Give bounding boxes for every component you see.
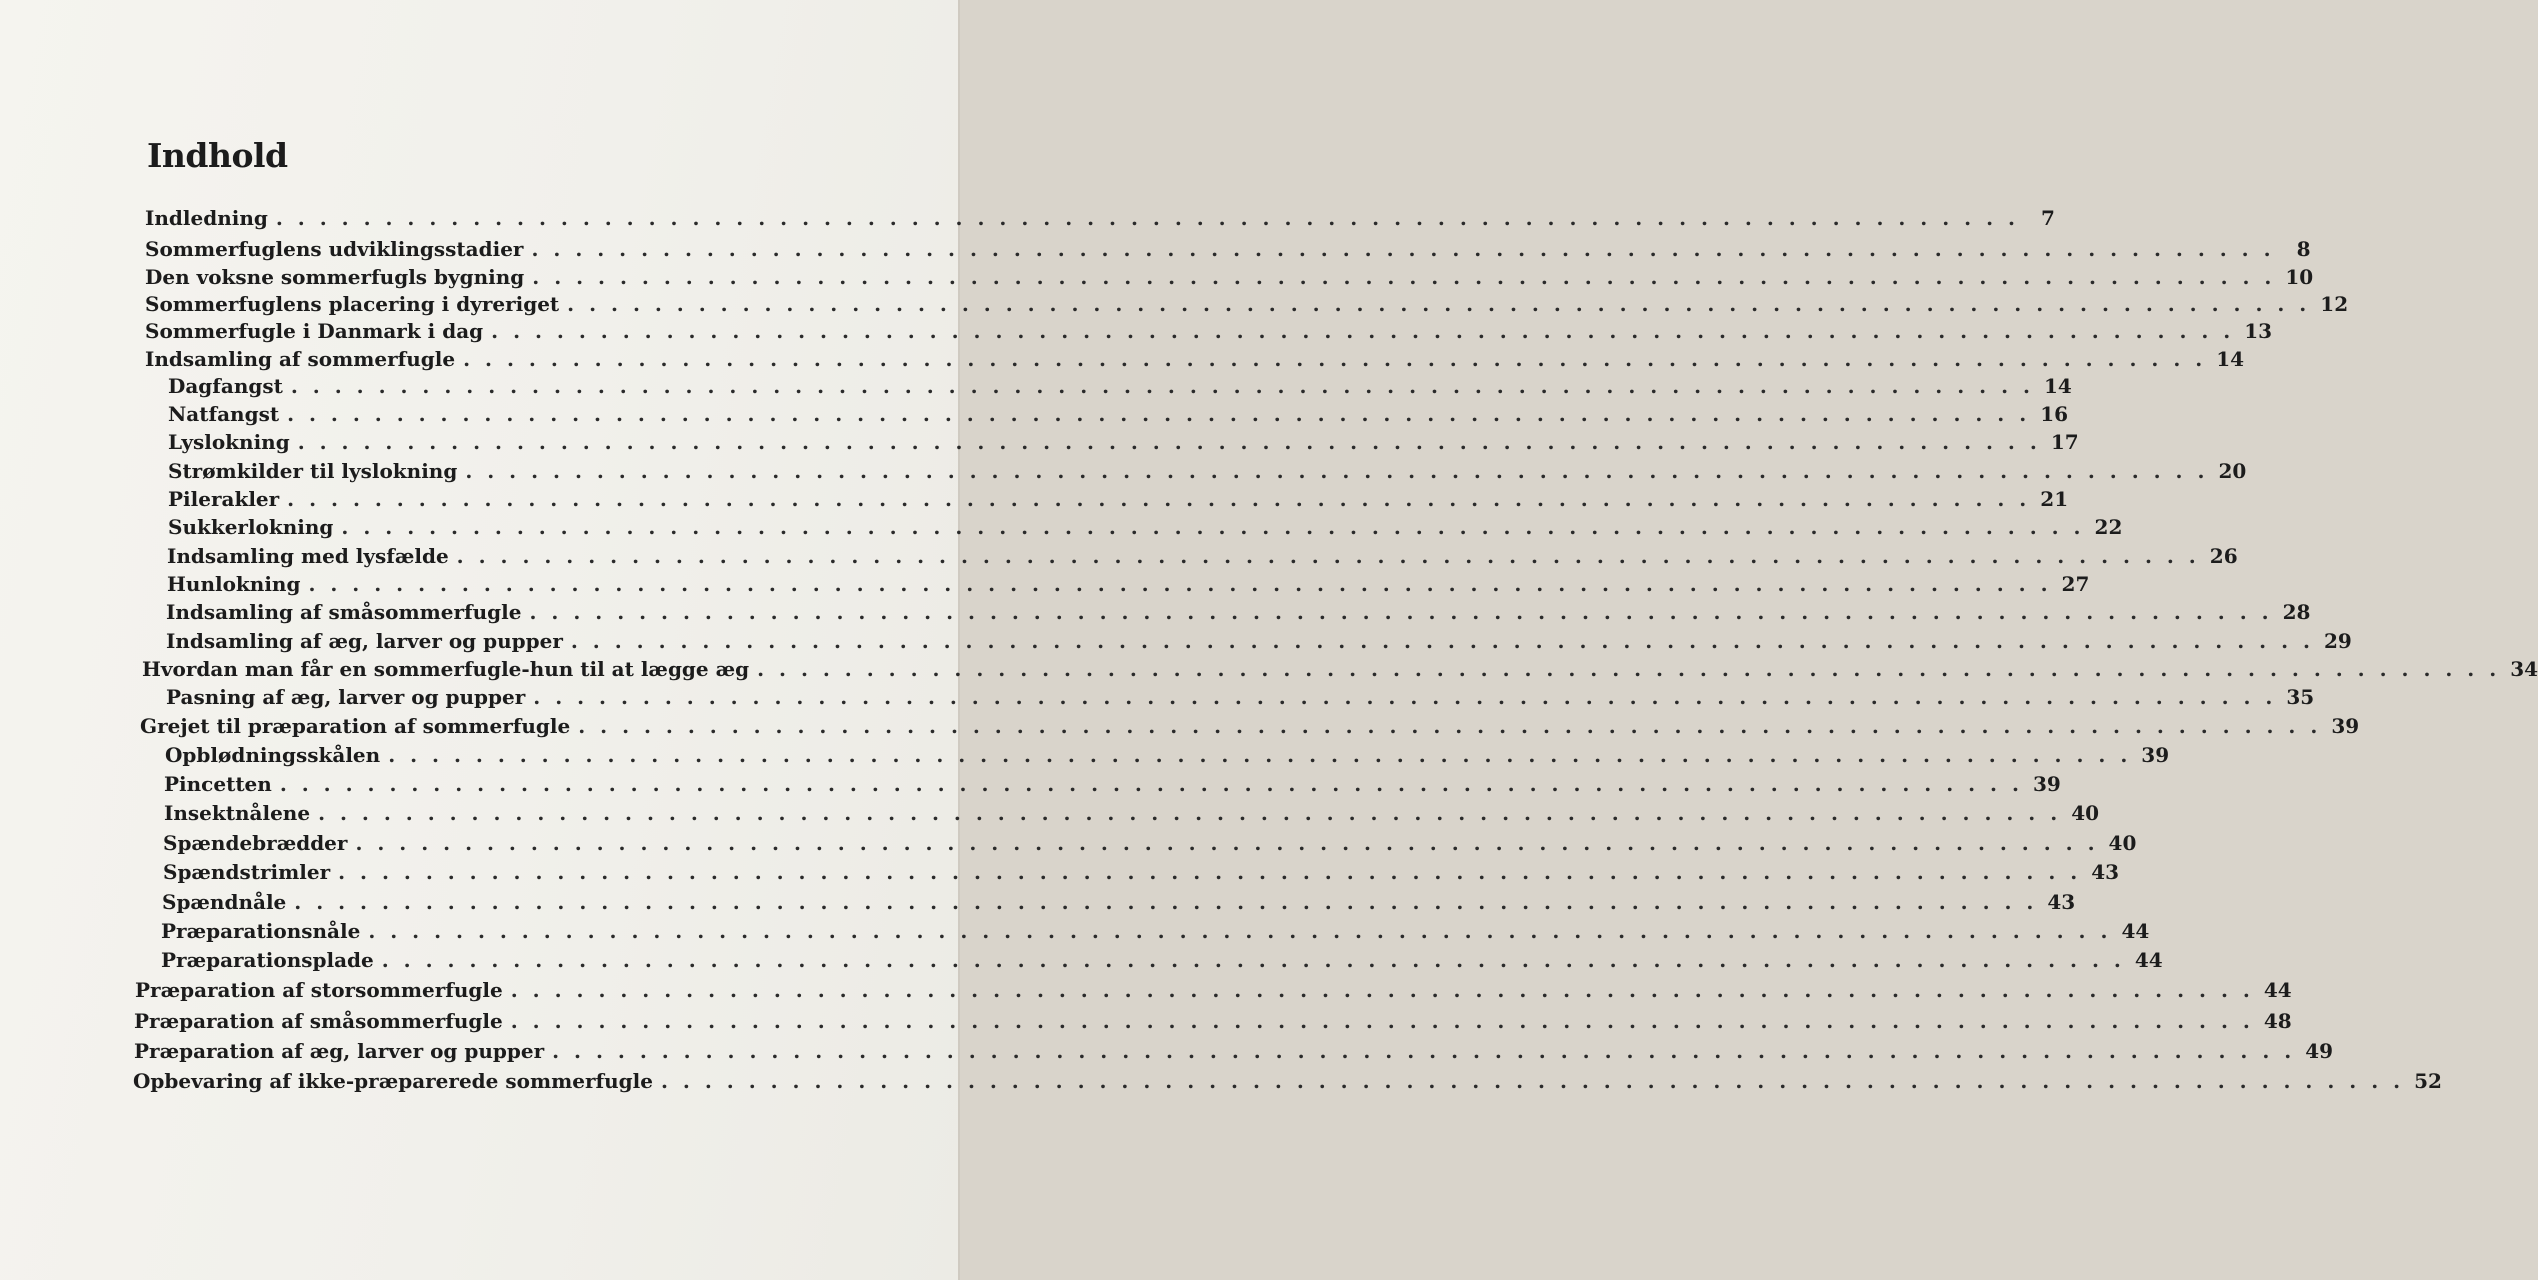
toc-entry	[145, 318, 2273, 344]
toc-entry-label: Indsamling af sommerfugle	[145, 347, 456, 371]
toc-entry	[145, 291, 2349, 317]
toc-entry-page-number: 34	[2510, 657, 2538, 681]
toc-entry-page-number: 20	[2218, 459, 2247, 483]
dot-leader: . . . . . . . . . . . . . . . . . . . . . . . . . . . . . . . . . . . . . . . . . . . . . . . . . . . . . . . . . . . . . . . . . . . . . . . . . . . . . . . .	[660, 1069, 2405, 1093]
toc-entry-label: Sommerfuglens udviklingsstadier	[145, 237, 524, 261]
dot-leader: . . . . . . . . . . . . . . . . . . . . . . . . . . . . . . . . . . . . . . . . . . . . . . . . . . . . . . . . . . . . . . . . . . . . . . . . . . . . . . . .	[463, 347, 2207, 371]
toc-entry	[164, 771, 2061, 797]
toc-entry	[166, 628, 2352, 654]
toc-entry	[145, 264, 2314, 290]
toc-entry	[168, 486, 2069, 512]
dot-leader: . . . . . . . . . . . . . . . . . . . . . . . . . . . . . . . . . . . . . . . . . . . . . . . . . . . . . . . . . . . . . . . . . . . . . . . . . . . . . . . .	[531, 237, 2275, 261]
toc-entry-page-number: 43	[2047, 890, 2076, 914]
toc-entry-page-number: 10	[2285, 265, 2314, 289]
dot-leader: . . . . . . . . . . . . . . . . . . . . . . . . . . . . . . . . . . . . . . . . . . . . . . . . . . . . . . . . . . . . . . . . . . . . . . . . . . . . . . . .	[290, 374, 2034, 398]
toc-entry	[163, 859, 2120, 885]
dot-leader: . . . . . . . . . . . . . . . . . . . . . . . . . . . . . . . . . . . . . . . . . . . . . . . . . . . . . . . . . . . . . . . . . . . . . . . . . . . . . . . .	[279, 772, 2023, 796]
toc-entry-page-number: 43	[2091, 860, 2120, 884]
toc-entry-label: Lyslokning	[168, 430, 290, 454]
toc-entry	[135, 977, 2292, 1003]
toc-entry-page-number: 14	[2043, 374, 2072, 398]
toc-entry-page-number: 28	[2282, 600, 2311, 624]
toc-entry-label: Hvordan man får en sommerfugle-hun til at lægge æg	[142, 657, 750, 681]
toc-entry	[166, 599, 2311, 625]
toc-entry	[168, 429, 2079, 455]
toc-entry-label: Indledning	[145, 206, 268, 230]
page-title: Indhold	[147, 136, 288, 175]
toc-entry-label: Præparationsplade	[161, 948, 374, 972]
toc-entry	[166, 684, 2315, 710]
toc-entry-label: Strømkilder til lyslokning	[168, 459, 458, 483]
toc-entry-label: Natfangst	[168, 402, 280, 426]
toc-entry-label: Spændnåle	[162, 890, 287, 914]
toc-entry	[161, 947, 2163, 973]
dot-leader: . . . . . . . . . . . . . . . . . . . . . . . . . . . . . . . . . . . . . . . . . . . . . . . . . . . . . . . . . . . . . . . . . . . . . . . . . . . . . . . .	[318, 801, 2062, 825]
toc-entry	[142, 656, 2538, 682]
toc-entry-label: Præparationsnåle	[161, 919, 361, 943]
toc-entry-page-number: 27	[2061, 572, 2090, 596]
toc-entry	[162, 889, 2076, 915]
toc-entry-label: Præparation af storsommerfugle	[135, 978, 503, 1002]
toc-entry	[134, 1008, 2292, 1034]
toc-entry-label: Opblødningsskålen	[165, 743, 381, 767]
toc-entry-label: Præparation af småsommerfugle	[134, 1009, 503, 1033]
dot-leader: . . . . . . . . . . . . . . . . . . . . . . . . . . . . . . . . . . . . . . . . . . . . . . . . . . . . . . . . . . . . . . . . . . . . . . . . . . . . . . . .	[341, 515, 2085, 539]
toc-entry-label: Sukkerlokning	[168, 515, 334, 539]
dot-leader: . . . . . . . . . . . . . . . . . . . . . . . . . . . . . . . . . . . . . . . . . . . . . . . . . . . . . . . . . . . . . . . . . . . . . . . . . . . . . . . .	[533, 685, 2277, 709]
dot-leader: . . . . . . . . . . . . . . . . . . . . . . . . . . . . . . . . . . . . . . . . . . . . . . . . . . . . . . . . . . . . . . . . . . . . . . . . . . . . . . . .	[388, 743, 2132, 767]
dot-leader: . . . . . . . . . . . . . . . . . . . . . . . . . . . . . . . . . . . . . . . . . . . . . . . . . . . . . . . . . . . . . . . . . . . . . . . . . . . . . . . .	[578, 714, 2322, 738]
toc-entry-page-number: 39	[2331, 714, 2360, 738]
toc-entry	[140, 713, 2360, 739]
toc-entry	[165, 742, 2170, 768]
toc-entry-label: Pasning af æg, larver og pupper	[166, 685, 526, 709]
toc-entry-page-number: 44	[2121, 919, 2150, 943]
toc-entry-page-number: 39	[2141, 743, 2170, 767]
toc-entry-label: Hunlokning	[167, 572, 301, 596]
dot-leader: . . . . . . . . . . . . . . . . . . . . . . . . . . . . . . . . . . . . . . . . . . . . . . . . . . . . . . . . . . . . . . . . . . . . . . . . . . . . . . . .	[491, 319, 2235, 343]
toc-entry-page-number: 39	[2032, 772, 2061, 796]
dot-leader: . . . . . . . . . . . . . . . . . . . . . . . . . . . . . . . . . . . . . . . . . . . . . . . . . . . . . . . . . . . . . . . . . . . . . . . . . . . . . . . .	[338, 860, 2082, 884]
dot-leader: . . . . . . . . . . . . . . . . . . . . . . . . . . . . . . . . . . . . . . . . . . . . . . . . . . . . . . . . . . . . . . . . . . . . . . . . . . . . . . . .	[287, 487, 2031, 511]
toc-entry	[145, 236, 2311, 262]
dot-leader: . . . . . . . . . . . . . . . . . . . . . . . . . . . . . . . . . . . . . . . . . . . . . . . . . . . . . . . . . . . . . . . . . . . . . . . . . . . . . . . .	[297, 430, 2041, 454]
dot-leader: . . . . . . . . . . . . . . . . . . . . . . . . . . . . . . . . . . . . . . . . . . . . . . . . . . . . . . . . . . . . . . . . . . . . . . . . . . . . . . . .	[510, 1009, 2254, 1033]
toc-entry	[168, 514, 2123, 540]
toc-entry-page-number: 44	[2263, 978, 2292, 1002]
toc-entry	[167, 571, 2090, 597]
dot-leader: . . . . . . . . . . . . . . . . . . . . . . . . . . . . . . . . . . . . . . . . . . . . . . . . . . . . . . . . . . . . . . . . . . . . . . . . . . . . . . . .	[757, 657, 2501, 681]
toc-entry	[164, 800, 2100, 826]
toc-entry-page-number: 7	[2041, 206, 2055, 230]
toc-entry-page-number: 12	[2320, 292, 2349, 316]
dot-leader: . . . . . . . . . . . . . . . . . . . . . . . . . . . . . . . . . . . . . . . . . . . . . . . . . . . . . . . . . . . . . . . . . . . . . . . . . . . . . . . .	[355, 831, 2099, 855]
toc-entry	[168, 401, 2069, 427]
toc-entry-page-number: 22	[2094, 515, 2123, 539]
toc-entry-label: Den voksne sommerfugls bygning	[145, 265, 525, 289]
toc-entry-label: Pilerakler	[168, 487, 280, 511]
dot-leader: . . . . . . . . . . . . . . . . . . . . . . . . . . . . . . . . . . . . . . . . . . . . . . . . . . . . . . . . . . . . . . . . . . . . . . . . . . . . . . . .	[465, 459, 2209, 483]
dot-leader: . . . . . . . . . . . . . . . . . . . . . . . . . . . . . . . . . . . . . . . . . . . . . . . . . . . . . . . . . . . . . . . . . . . . . . . . . . . . . . . .	[532, 265, 2276, 289]
toc-entry-page-number: 17	[2050, 430, 2079, 454]
dot-leader: . . . . . . . . . . . . . . . . . . . . . . . . . . . . . . . . . . . . . . . . . . . . . . . . . . . . . . . . . . . . . . . . . . . . . . . . . . . . . . . .	[456, 544, 2200, 568]
toc-entry	[161, 918, 2150, 944]
toc-entry	[168, 458, 2247, 484]
toc-entry-page-number: 29	[2323, 629, 2352, 653]
toc-entry-page-number: 16	[2040, 402, 2069, 426]
dot-leader: . . . . . . . . . . . . . . . . . . . . . . . . . . . . . . . . . . . . . . . . . . . . . . . . . . . . . . . . . . . . . . . . . . . . . . . . . . . . . . . .	[287, 402, 2031, 426]
toc-entry-page-number: 40	[2108, 831, 2137, 855]
toc-entry	[145, 346, 2245, 372]
toc-entry-label: Indsamling med lysfælde	[167, 544, 449, 568]
dot-leader: . . . . . . . . . . . . . . . . . . . . . . . . . . . . . . . . . . . . . . . . . . . . . . . . . . . . . . . . . . . . . . . . . . . . . . . . . . . . . . . .	[294, 890, 2038, 914]
toc-entry-label: Indsamling af småsommerfugle	[166, 600, 522, 624]
toc-entry	[167, 543, 2238, 569]
toc-entry-label: Spændebrædder	[163, 831, 348, 855]
toc-entry-page-number: 21	[2040, 487, 2069, 511]
toc-entry-label: Opbevaring af ikke-præparerede sommerfugle	[133, 1069, 653, 1093]
dot-leader: . . . . . . . . . . . . . . . . . . . . . . . . . . . . . . . . . . . . . . . . . . . . . . . . . . . . . . . . . . . . . . . . . . . . . . . . . . . . . . . .	[570, 629, 2314, 653]
dot-leader: . . . . . . . . . . . . . . . . . . . . . . . . . . . . . . . . . . . . . . . . . . . . . . . . . . . . . . . . . . . . . . . . . . . . . . . . . . . . . . . .	[381, 948, 2125, 972]
toc-entry-page-number: 26	[2209, 544, 2238, 568]
toc-entry-page-number: 35	[2286, 685, 2315, 709]
toc-entry-page-number: 8	[2296, 237, 2311, 261]
toc-entry-page-number: 44	[2134, 948, 2163, 972]
toc-entry-label: Sommerfugle i Danmark i dag	[145, 319, 484, 343]
toc-entry-page-number: 40	[2071, 801, 2100, 825]
toc-entry	[134, 1038, 2334, 1064]
toc-entry	[163, 830, 2137, 856]
dot-leader: . . . . . . . . . . . . . . . . . . . . . . . . . . . . . . . . . . . . . . . . . . . . . . . . . . . . . . . . . . . . . . . . . . . . . . . . . . . . . . . .	[510, 978, 2254, 1002]
toc-entry-page-number: 49	[2305, 1039, 2334, 1063]
toc-entry-label: Præparation af æg, larver og pupper	[134, 1039, 545, 1063]
toc-entry-page-number: 52	[2414, 1069, 2442, 1093]
toc-entry-label: Sommerfuglens placering i dyreriget	[145, 292, 560, 316]
dot-leader: . . . . . . . . . . . . . . . . . . . . . . . . . . . . . . . . . . . . . . . . . . . . . . . . . . . . . . . . . . . . . . . . . . . . . . . . . . . . . . . .	[275, 206, 2019, 230]
toc-entry-page-number: 14	[2216, 347, 2245, 371]
toc-entry-label: Insektnålene	[164, 801, 311, 825]
toc-entry-label: Spændstrimler	[163, 860, 331, 884]
toc-entry	[145, 205, 2055, 231]
toc-entry-label: Dagfangst	[168, 374, 283, 398]
dot-leader: . . . . . . . . . . . . . . . . . . . . . . . . . . . . . . . . . . . . . . . . . . . . . . . . . . . . . . . . . . . . . . . . . . . . . . . . . . . . . . . .	[308, 572, 2052, 596]
toc-entry-page-number: 13	[2244, 319, 2273, 343]
toc-entry-label: Pincetten	[164, 772, 272, 796]
dot-leader: . . . . . . . . . . . . . . . . . . . . . . . . . . . . . . . . . . . . . . . . . . . . . . . . . . . . . . . . . . . . . . . . . . . . . . . . . . . . . . . .	[529, 600, 2273, 624]
toc-entry	[133, 1068, 2442, 1094]
toc-entry-label: Indsamling af æg, larver og pupper	[166, 629, 563, 653]
dot-leader: . . . . . . . . . . . . . . . . . . . . . . . . . . . . . . . . . . . . . . . . . . . . . . . . . . . . . . . . . . . . . . . . . . . . . . . . . . . . . . . .	[368, 919, 2112, 943]
toc-entry-label: Grejet til præparation af sommerfugle	[140, 714, 571, 738]
dot-leader: . . . . . . . . . . . . . . . . . . . . . . . . . . . . . . . . . . . . . . . . . . . . . . . . . . . . . . . . . . . . . . . . . . . . . . . . . . . . . . . .	[552, 1039, 2296, 1063]
toc-entry	[168, 373, 2072, 399]
dot-leader: . . . . . . . . . . . . . . . . . . . . . . . . . . . . . . . . . . . . . . . . . . . . . . . . . . . . . . . . . . . . . . . . . . . . . . . . . . . . . . . .	[567, 292, 2311, 316]
toc-entry-page-number: 48	[2263, 1009, 2292, 1033]
